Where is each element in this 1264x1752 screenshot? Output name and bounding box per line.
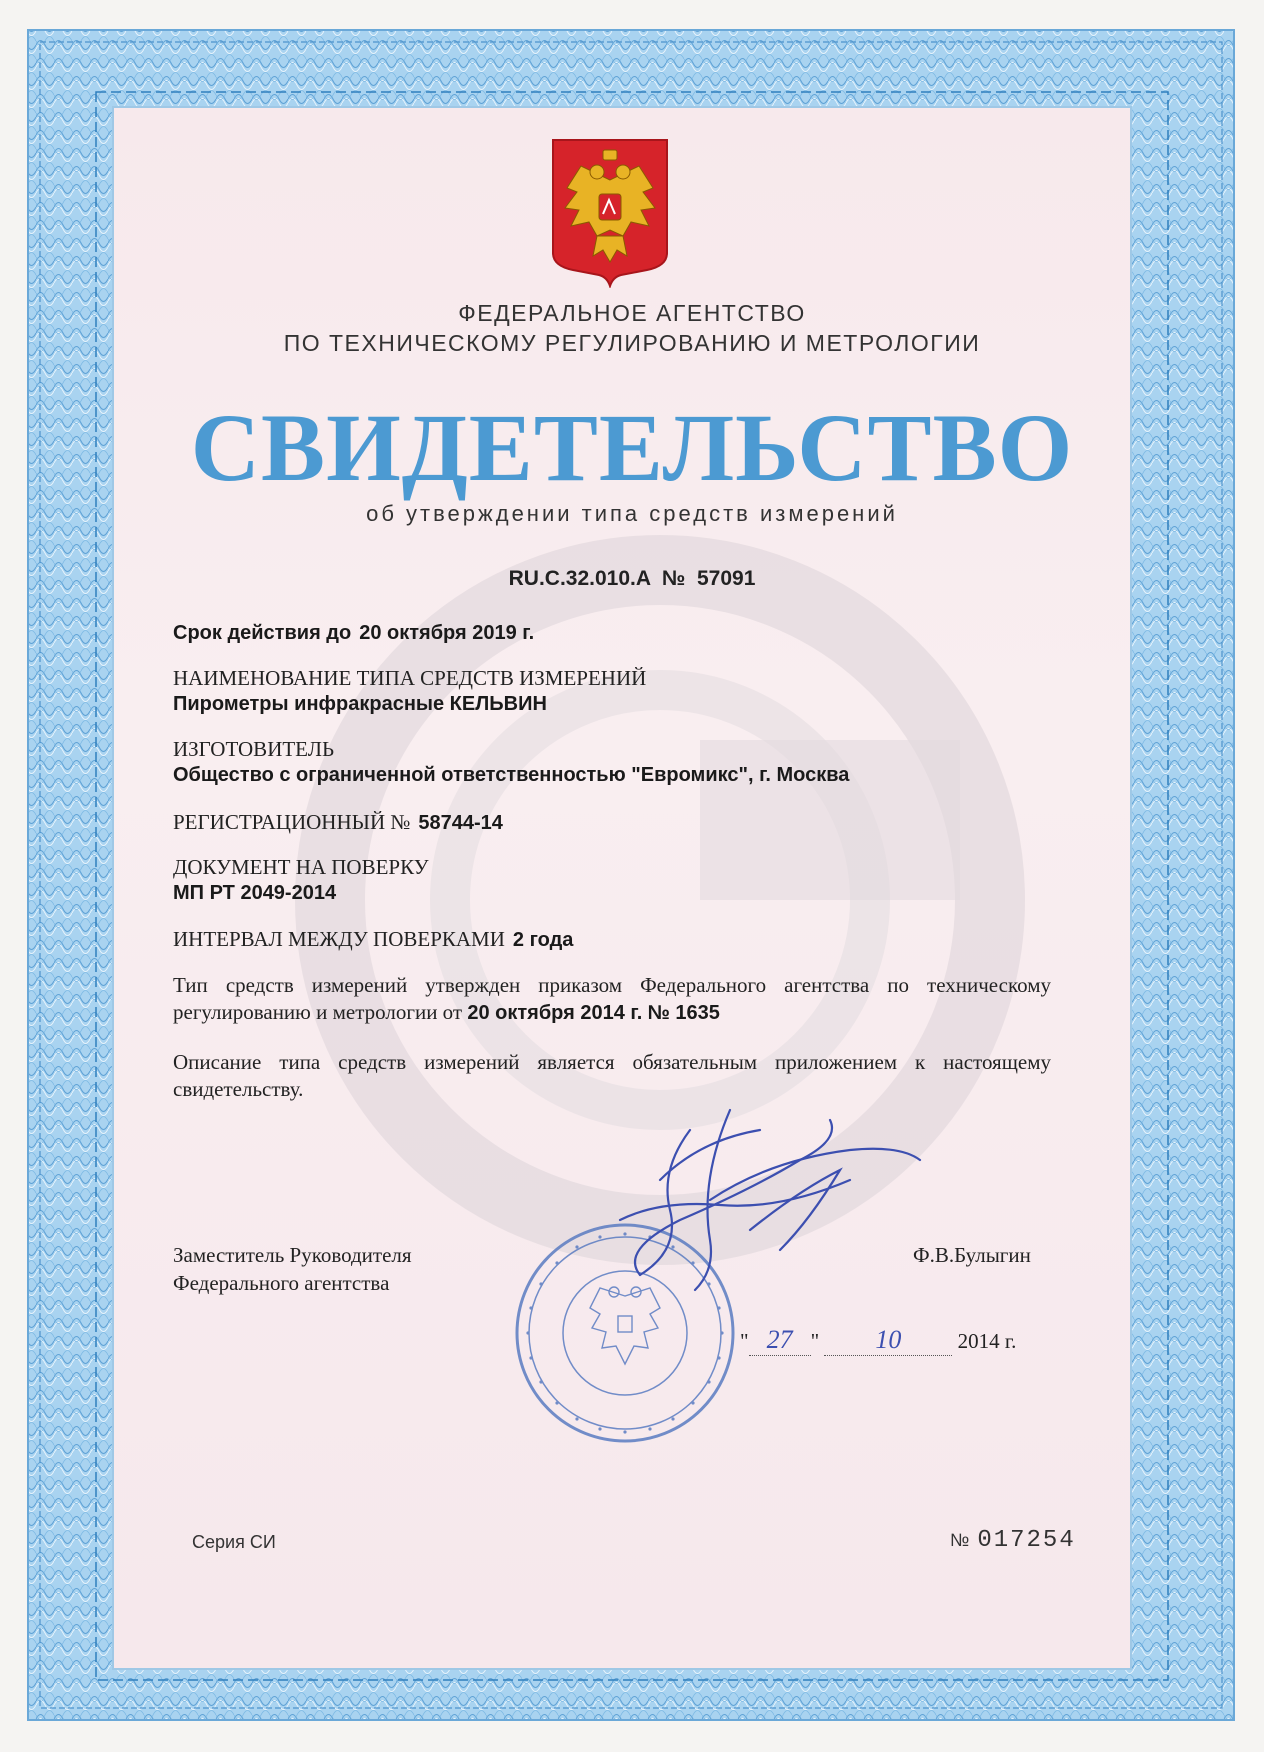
interval-row	[173, 927, 573, 952]
instrument-type-value: Пирометры инфракрасные КЕЛЬВИН	[173, 693, 547, 715]
issue-date: " 27 " 10 2014 г.	[740, 1325, 1017, 1354]
signatory-position-line2: Федерального агентства	[173, 1271, 390, 1295]
issue-date-month: 10	[824, 1325, 952, 1356]
issue-date-day: 27	[749, 1325, 811, 1356]
signatory-position-line1: Заместитель Руководителя	[173, 1243, 412, 1267]
russian-coat-of-arms-icon	[551, 138, 669, 288]
verification-doc-value: МП РТ 2049-2014	[173, 882, 337, 904]
document-subtitle: об утверждении типа средств измерений	[366, 501, 898, 526]
interval-value: 2 года	[512, 929, 574, 951]
verification-doc-label: ДОКУМЕНТ НА ПОВЕРКУ	[173, 855, 429, 879]
validity-value: 20 октября 2019 г.	[359, 622, 535, 644]
signatory-name: Ф.В.Булыгин	[913, 1243, 1031, 1267]
interval-label: ИНТЕРВАЛ МЕЖДУ ПОВЕРКАМИ	[173, 927, 505, 951]
approval-order: № 1635	[647, 1002, 720, 1024]
document-title: СВИДЕТЕЛЬСТВО	[190, 394, 1074, 501]
certificate-number: RU.C.32.010.A № 57091	[508, 567, 756, 590]
approval-text: Тип средств измерений утвержден приказом Федерального агентства по техническому регулированию и метрологии от	[173, 973, 1051, 1024]
serial-number-label: №	[950, 1530, 970, 1550]
approval-paragraph	[173, 972, 1051, 1027]
validity-row	[173, 622, 534, 645]
registration-row	[173, 810, 503, 835]
agency-name-line2: ПО ТЕХНИЧЕСКОМУ РЕГУЛИРОВАНИЮ И МЕТРОЛОГИИ	[283, 330, 981, 356]
manufacturer-label: ИЗГОТОВИТЕЛЬ	[173, 737, 335, 761]
issue-date-year: 2014 г.	[957, 1329, 1017, 1353]
validity-label: Срок действия до	[173, 622, 352, 644]
registration-value: 58744-14	[418, 812, 503, 834]
description-note: Описание типа средств измерений является обязательным приложением к настоящему свидетельству.	[173, 1050, 1051, 1101]
serial-number-value: 017254	[977, 1527, 1076, 1554]
handwritten-signature	[600, 1100, 930, 1300]
agency-name-line1: ФЕДЕРАЛЬНОЕ АГЕНТСТВО	[458, 300, 806, 326]
series-label: Серия СИ	[192, 1532, 276, 1552]
registration-label: РЕГИСТРАЦИОННЫЙ №	[173, 810, 411, 834]
serial-number	[950, 1527, 1076, 1554]
manufacturer-value: Общество с ограниченной ответственностью "Евромикс", г. Москва	[173, 764, 850, 786]
approval-date: 20 октября 2014 г.	[467, 1002, 643, 1024]
instrument-type-label: НАИМЕНОВАНИЕ ТИПА СРЕДСТВ ИЗМЕРЕНИЙ	[173, 666, 647, 690]
